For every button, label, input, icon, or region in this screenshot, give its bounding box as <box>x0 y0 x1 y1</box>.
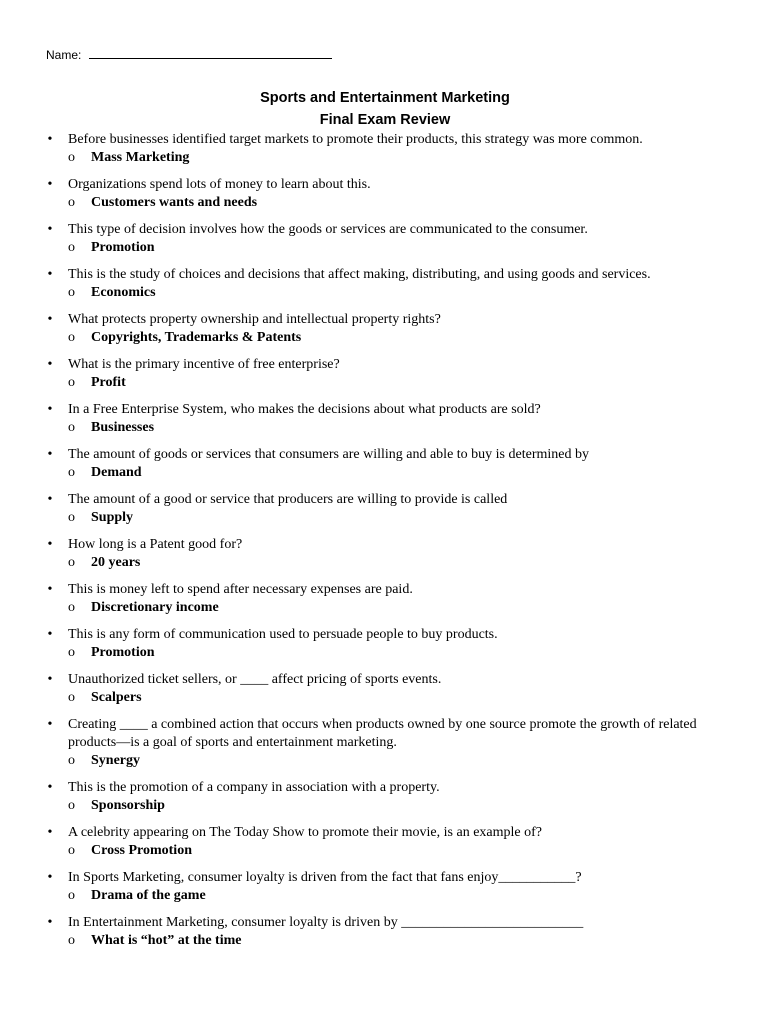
bullet-icon: • <box>47 717 53 732</box>
answer-row <box>68 887 720 905</box>
answer-text: Promotion <box>91 645 155 660</box>
review-item <box>0 914 770 950</box>
title-line-2: Final Exam Review <box>319 112 451 128</box>
question-text: The amount of goods or services that consumers are willing and able to buy is determined by <box>68 447 589 462</box>
sub-bullet-icon: o <box>68 753 75 768</box>
review-item <box>0 824 770 860</box>
sub-bullet-icon: o <box>68 150 75 165</box>
answer-text: Promotion <box>91 240 155 255</box>
answer-row <box>68 419 720 437</box>
answer-text: Supply <box>91 510 134 525</box>
name-blank-line <box>89 47 332 59</box>
review-item <box>0 491 770 527</box>
name-label: Name: <box>46 48 82 62</box>
sub-bullet-icon: o <box>68 798 75 813</box>
question-text: In Sports Marketing, consumer loyalty is driven from the fact that fans enjoy___________? <box>68 870 582 885</box>
sub-bullet-icon: o <box>68 510 75 525</box>
review-item <box>0 869 770 905</box>
question-text: In a Free Enterprise System, who makes the decisions about what products are sold? <box>68 402 541 417</box>
answer-text: Scalpers <box>91 690 142 705</box>
answer-row <box>68 554 720 572</box>
answer-text: Profit <box>91 375 126 390</box>
answer-text: Mass Marketing <box>91 150 190 165</box>
sub-bullet-icon: o <box>68 888 75 903</box>
review-item <box>0 176 770 212</box>
answer-text: What is “hot” at the time <box>91 933 242 948</box>
answer-text: Businesses <box>91 420 155 435</box>
review-item <box>0 536 770 572</box>
question-text: In Entertainment Marketing, consumer loyalty is driven by __________________________ <box>68 915 584 930</box>
bullet-icon: • <box>47 870 53 885</box>
answer-row <box>68 464 720 482</box>
sub-bullet-icon: o <box>68 600 75 615</box>
document-title <box>0 87 770 131</box>
answer-text: Demand <box>91 465 142 480</box>
sub-bullet-icon: o <box>68 843 75 858</box>
answer-text: Cross Promotion <box>91 843 192 858</box>
bullet-icon: • <box>47 222 53 237</box>
question-text: A celebrity appearing on The Today Show to promote their movie, is an example of? <box>68 825 542 840</box>
answer-row <box>68 149 720 167</box>
bullet-icon: • <box>47 447 53 462</box>
question-text: This type of decision involves how the goods or services are communicated to the consumer. <box>68 222 588 237</box>
review-item <box>0 221 770 257</box>
bullet-icon: • <box>47 582 53 597</box>
review-item <box>0 716 770 770</box>
question-text: This is money left to spend after necessary expenses are paid. <box>68 582 413 597</box>
bullet-icon: • <box>47 537 53 552</box>
bullet-icon: • <box>47 132 53 147</box>
answer-row <box>68 932 720 950</box>
answer-text: Sponsorship <box>91 798 165 813</box>
question-text: Unauthorized ticket sellers, or ____ affect pricing of sports events. <box>68 672 442 687</box>
sub-bullet-icon: o <box>68 420 75 435</box>
answer-row <box>68 797 720 815</box>
review-item <box>0 401 770 437</box>
review-item <box>0 581 770 617</box>
sub-bullet-icon: o <box>68 240 75 255</box>
bullet-icon: • <box>47 492 53 507</box>
question-text: Organizations spend lots of money to learn about this. <box>68 177 371 192</box>
answer-row <box>68 329 720 347</box>
answer-row <box>68 239 720 257</box>
sub-bullet-icon: o <box>68 465 75 480</box>
sub-bullet-icon: o <box>68 933 75 948</box>
answer-row <box>68 644 720 662</box>
answer-text: 20 years <box>91 555 141 570</box>
bullet-icon: • <box>47 177 53 192</box>
title-line-1: Sports and Entertainment Marketing <box>260 90 510 106</box>
answer-text: Copyrights, Trademarks & Patents <box>91 330 302 345</box>
bullet-icon: • <box>47 312 53 327</box>
sub-bullet-icon: o <box>68 285 75 300</box>
review-item <box>0 311 770 347</box>
answer-text: Economics <box>91 285 156 300</box>
name-field-row <box>46 47 332 63</box>
sub-bullet-icon: o <box>68 690 75 705</box>
review-item <box>0 131 770 167</box>
review-item <box>0 626 770 662</box>
answer-row <box>68 689 720 707</box>
sub-bullet-icon: o <box>68 375 75 390</box>
bullet-icon: • <box>47 780 53 795</box>
answer-row <box>68 284 720 302</box>
sub-bullet-icon: o <box>68 330 75 345</box>
review-item <box>0 356 770 392</box>
question-text: The amount of a good or service that producers are willing to provide is called <box>68 492 508 507</box>
review-question-list <box>0 131 770 959</box>
review-item <box>0 446 770 482</box>
question-text: What is the primary incentive of free enterprise? <box>68 357 340 372</box>
bullet-icon: • <box>47 915 53 930</box>
question-text: Creating ____ a combined action that occurs when products owned by one source promote the growth of related products—is a goal of sports and entertainment marketing. <box>68 717 697 750</box>
review-item <box>0 671 770 707</box>
answer-row <box>68 842 720 860</box>
answer-row <box>68 194 720 212</box>
question-text: This is the promotion of a company in association with a property. <box>68 780 440 795</box>
answer-row <box>68 599 720 617</box>
question-text: This is any form of communication used to persuade people to buy products. <box>68 627 498 642</box>
bullet-icon: • <box>47 825 53 840</box>
bullet-icon: • <box>47 672 53 687</box>
review-item <box>0 779 770 815</box>
question-text: What protects property ownership and intellectual property rights? <box>68 312 441 327</box>
answer-text: Synergy <box>91 753 140 768</box>
bullet-icon: • <box>47 357 53 372</box>
bullet-icon: • <box>47 627 53 642</box>
sub-bullet-icon: o <box>68 195 75 210</box>
bullet-icon: • <box>47 267 53 282</box>
question-text: This is the study of choices and decisions that affect making, distributing, and using goods and services. <box>68 267 651 282</box>
answer-text: Discretionary income <box>91 600 219 615</box>
answer-row <box>68 752 720 770</box>
review-item <box>0 266 770 302</box>
answer-row <box>68 374 720 392</box>
sub-bullet-icon: o <box>68 645 75 660</box>
answer-text: Customers wants and needs <box>91 195 258 210</box>
question-text: How long is a Patent good for? <box>68 537 243 552</box>
answer-row <box>68 509 720 527</box>
answer-text: Drama of the game <box>91 888 206 903</box>
question-text: Before businesses identified target markets to promote their products, this strategy was more common. <box>68 132 643 147</box>
bullet-icon: • <box>47 402 53 417</box>
sub-bullet-icon: o <box>68 555 75 570</box>
